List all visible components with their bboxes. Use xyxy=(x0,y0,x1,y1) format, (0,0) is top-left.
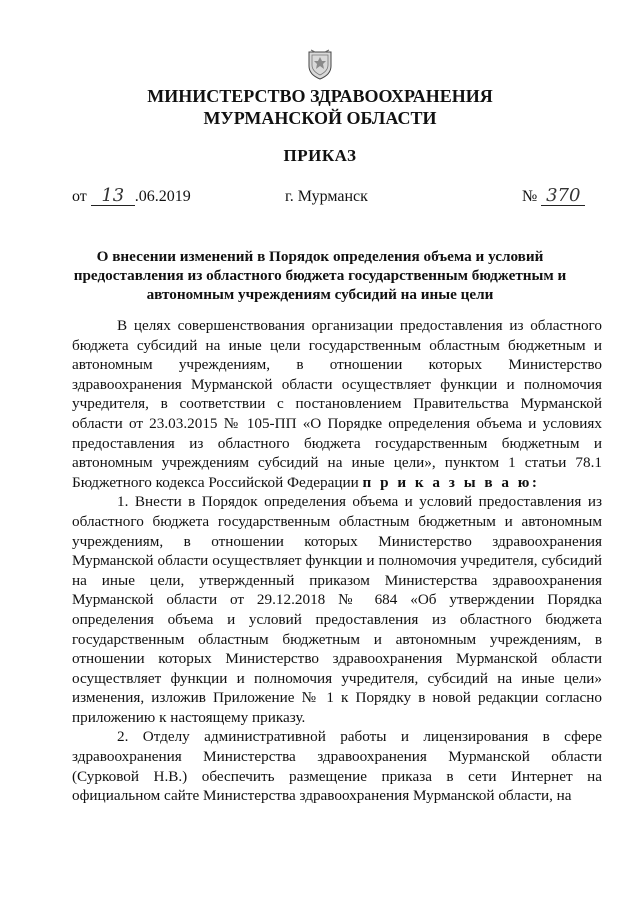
subject-line-3: автономным учреждениям субсидий на иные цели xyxy=(146,286,494,303)
number-label: № xyxy=(522,188,538,205)
order-number-field xyxy=(522,187,585,207)
item-1-paragraph: 1. Внести в Порядок определения объема и условий предоставления из областного бюджета государственным областным бюджетным и автономным учреждениям, в отношении которых Министерство здравоохранения Мурманской области осуществляет функции и полномочия учредителя, субсидий на иные цели, утвержденный приказом Министерства здравоохранения Мурманской области от 29.12.2018 № 684 «Об утверждении Порядка определения объема и условий предоставления из областного бюджета государственным областным бюджетным и автономным учреждениям, в отношении которых Министерство здравоохранения Мурманской области осуществляет функции и полномочия учредителя, субсидий на иные цели» изменения, изложив Приложение № 1 к Порядку в новой редакции согласно приложению к настоящему приказу. xyxy=(72,493,602,726)
subject-line-1: О внесении изменений в Порядок определения объема и условий xyxy=(96,248,544,265)
coat-of-arms-icon xyxy=(306,48,334,80)
intro-text: В целях совершенствования организации предоставления из областного бюджета субсидий на иные цели государственным областным бюджетным и автономным учреждениям, в отношении которых Министерство здравоохранения Мурманской области осуществляет функции и полномочия учредителя, в соответствии с постановлением Правительства Мурманской области от 23.03.2015 № 105-ПП «О Порядке определения объема и условиях предоставления из областного бюджета государственным бюджетным и автономным учреждениям субсидий на иные цели», пунктом 1 статьи 78.1 Бюджетного кодекса Российской Федерации xyxy=(72,317,602,491)
intro-paragraph xyxy=(72,316,602,492)
date-month-year: .06.2019 xyxy=(134,188,191,205)
ministry-line-1: МИНИСТЕРСТВО ЗДРАВООХРАНЕНИЯ xyxy=(147,86,493,106)
document-body xyxy=(72,316,602,806)
ministry-line-2: МУРМАНСКОЙ ОБЛАСТИ xyxy=(203,108,437,128)
item-2-paragraph: 2. Отделу административной работы и лицензирования в сфере здравоохранения Министерства здравоохранения Мурманской области (Сурковой Н.В.) обеспечить размещение приказа в сети Интернет на официальном сайте Министерства здравоохранения Мурманской области, на xyxy=(72,728,602,805)
document-subject xyxy=(70,247,570,304)
ministry-name xyxy=(0,85,640,129)
city: г. Мурманск xyxy=(285,188,368,205)
document-type: ПРИКАЗ xyxy=(283,146,357,165)
date-field xyxy=(72,187,191,207)
date-day: 13 xyxy=(91,187,135,206)
date-from-label: от xyxy=(72,188,87,205)
subject-line-2: предоставления из областного бюджета государственным бюджетным и xyxy=(73,267,567,284)
order-number: 370 xyxy=(541,187,585,206)
order-word: п р и к а з ы в а ю: xyxy=(362,473,540,491)
